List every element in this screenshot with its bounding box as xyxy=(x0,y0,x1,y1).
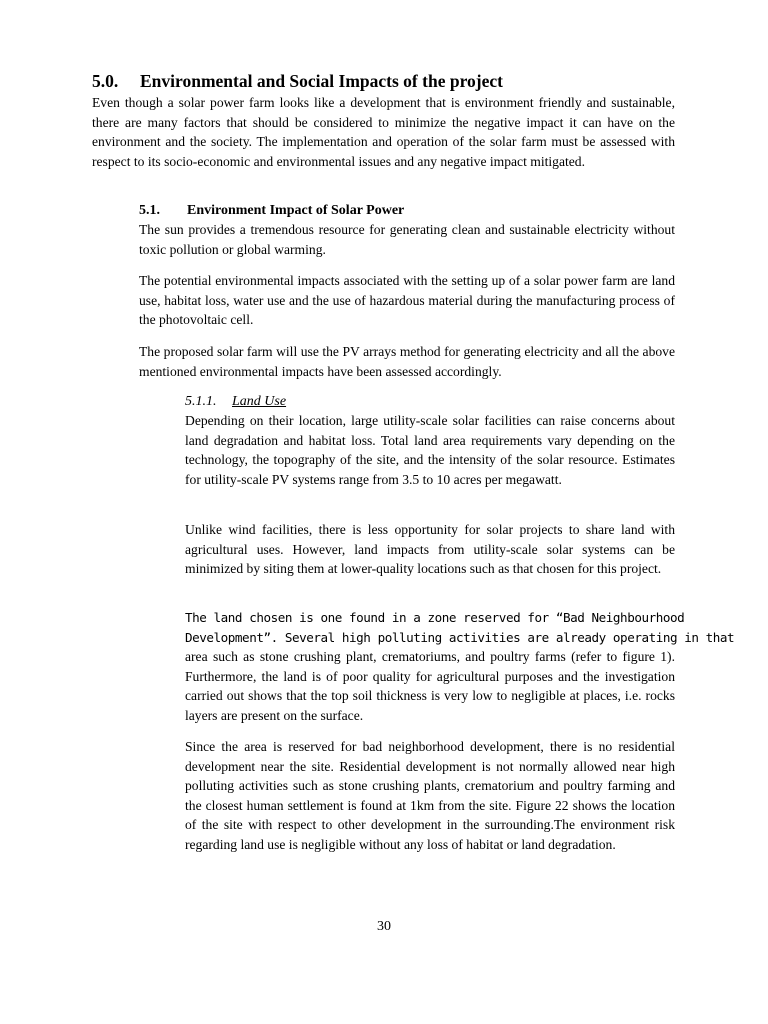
paragraph-line: Development”. Several high polluting activities are already operating in that xyxy=(185,629,735,645)
section-heading xyxy=(92,70,682,92)
land-use-paragraph-3 xyxy=(185,608,735,725)
sub-subsection-heading xyxy=(185,392,286,411)
section-number: 5.0. xyxy=(92,71,119,91)
sub-subsection-number: 5.1.1. xyxy=(185,394,217,409)
paragraph-line: The land chosen is one found in a zone reserved for “Bad Neighbourhood xyxy=(185,610,685,625)
subsection-paragraph-2: The potential environmental impacts associated with the setting up of a solar power farm are land use, habitat loss, water use and the use of hazardous material during the manufacturing process of the photovoltaic cell. xyxy=(139,273,675,327)
page-number: 30 xyxy=(377,919,391,934)
subsection-paragraph-1: The sun provides a tremendous resource for generating clean and sustainable electricity without toxic pollution or global warming. xyxy=(139,222,675,257)
section-title: Environmental and Social Impacts of the project xyxy=(140,71,503,91)
subsection-number: 5.1. xyxy=(139,203,160,218)
sub-subsection-title: Land Use xyxy=(232,394,287,409)
land-use-paragraph-4: Since the area is reserved for bad neighborhood development, there is no residential development near the site. Residential development is not normally allowed near high polluting activities such as stone crushing plants, crematorium and poultry farming and the closest human settlement is found at 1km from the site. Figure 22 shows the location of the site with respect to other development in the surrounding.The environment risk regarding land use is negligible without any loss of habitat or land degradation. xyxy=(185,739,675,852)
land-use-paragraph-1: Depending on their location, large utility-scale solar facilities can raise concerns about land degradation and habitat loss. Total land area requirements vary depending on the technology, the topography of the site, and the intensity of the solar resource. Estimates for utility-scale PV systems range from 3.5 to 10 acres per megawatt. xyxy=(185,413,675,487)
paragraph-text: area such as stone crushing plant, crematoriums, and poultry farms (refer to figure 1). Furthermore, the land is of poor quality for agricultural purposes and the investigation carried out shows that the top soil thickness is very low to negligible at places, i.e. rocks layers are present on the surface. xyxy=(185,649,675,723)
subsection-heading xyxy=(139,201,404,220)
section-intro-paragraph: Even though a solar power farm looks like a development that is environment friendly and sustainable, there are many factors that should be considered to minimize the negative impact it can have on the environment and the society. The implementation and operation of the solar farm must be assessed with respect to its socio-economic and environmental issues and any negative impact mitigated. xyxy=(92,95,675,169)
subsection-title: Environment Impact of Solar Power xyxy=(187,203,405,218)
subsection-paragraph-3: The proposed solar farm will use the PV arrays method for generating electricity and all the above mentioned environmental impacts have been assessed accordingly. xyxy=(139,344,675,379)
land-use-paragraph-2: Unlike wind facilities, there is less opportunity for solar projects to share land with agricultural uses. However, land impacts from utility-scale solar systems can be minimized by siting them at lower-quality locations such as that chosen for this project. xyxy=(185,522,675,576)
